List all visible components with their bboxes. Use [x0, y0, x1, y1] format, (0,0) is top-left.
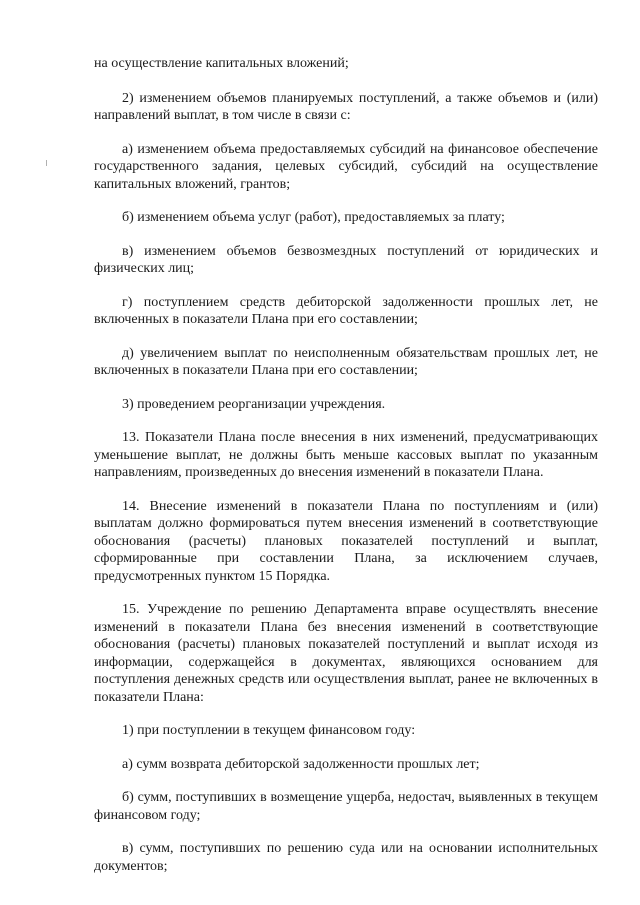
paragraph-item-2: 2) изменением объемов планируемых поступлений, а также объемов и (или) направлений выплат, в том числе в связи с: — [94, 90, 598, 123]
paragraph-subitem-g: г) поступлением средств дебиторской задолженности прошлых лет, не включенных в показатели Плана при его составлении; — [94, 294, 598, 327]
paragraph-item-3: 3) проведением реорганизации учреждения. — [122, 396, 386, 412]
paragraph-clause-15-subitem-b: б) сумм, поступивших в возмещение ущерба, недостач, выявленных в текущем финансовом году; — [94, 790, 598, 823]
paragraph-clause-13: 13. Показатели Плана после внесения в них изменений, предусматривающих уменьшение выплат, не должны быть меньше кассовых выплат по указанным направлениям, произведенных до внесения изменений в показатели Плана. — [94, 430, 598, 480]
paragraph-subitem-d: д) увеличением выплат по неисполненным обязательствам прошлых лет, не включенных в показатели Плана при его составлении; — [94, 345, 598, 378]
paragraph-subitem-b: б) изменением объема услуг (работ), предоставляемых за плату; — [122, 210, 505, 225]
paragraph-continuation: на осуществление капитальных вложений; — [94, 56, 349, 71]
paragraph-clause-15: 15. Учреждение по решению Департамента вправе осуществлять внесение изменений в показатели Плана без внесения изменений в соответствующие обоснования (расчеты) плановых показателей поступлений и выплат исходя из информации, содержащейся в документах, являющихся основанием для поступления денежных средств или осуществления выплат, ранее не включенных в показатели Плана: — [94, 602, 598, 705]
paragraph-clause-15-item-1: 1) при поступлении в текущем финансовом году: — [122, 723, 416, 738]
paragraph-clause-14: 14. Внесение изменений в показатели Плана по поступлениям и (или) выплатам должно формироваться путем внесения изменений в соответствующие обоснования (расчеты) плановых показателей поступлений и выплат, сформированные при составлении Плана, за исключением случаев, предусмотренных пунктом 15 Порядка. — [94, 498, 598, 584]
paragraph-subitem-v: в) изменением объемов безвозмездных поступлений от юридических и физических лиц; — [94, 243, 598, 276]
paragraph-subitem-a: а) изменением объема предоставляемых субсидий на финансовое обеспечение государственного задания, целевых субсидий, субсидий на осуществление капитальных вложений, грантов; — [94, 141, 598, 192]
margin-mark — [46, 160, 47, 166]
paragraph-clause-15-subitem-v: в) сумм, поступивших по решению суда или на основании исполнительных документов; — [94, 841, 598, 874]
paragraph-clause-15-subitem-a: а) сумм возврата дебиторской задолженности прошлых лет; — [122, 756, 480, 772]
